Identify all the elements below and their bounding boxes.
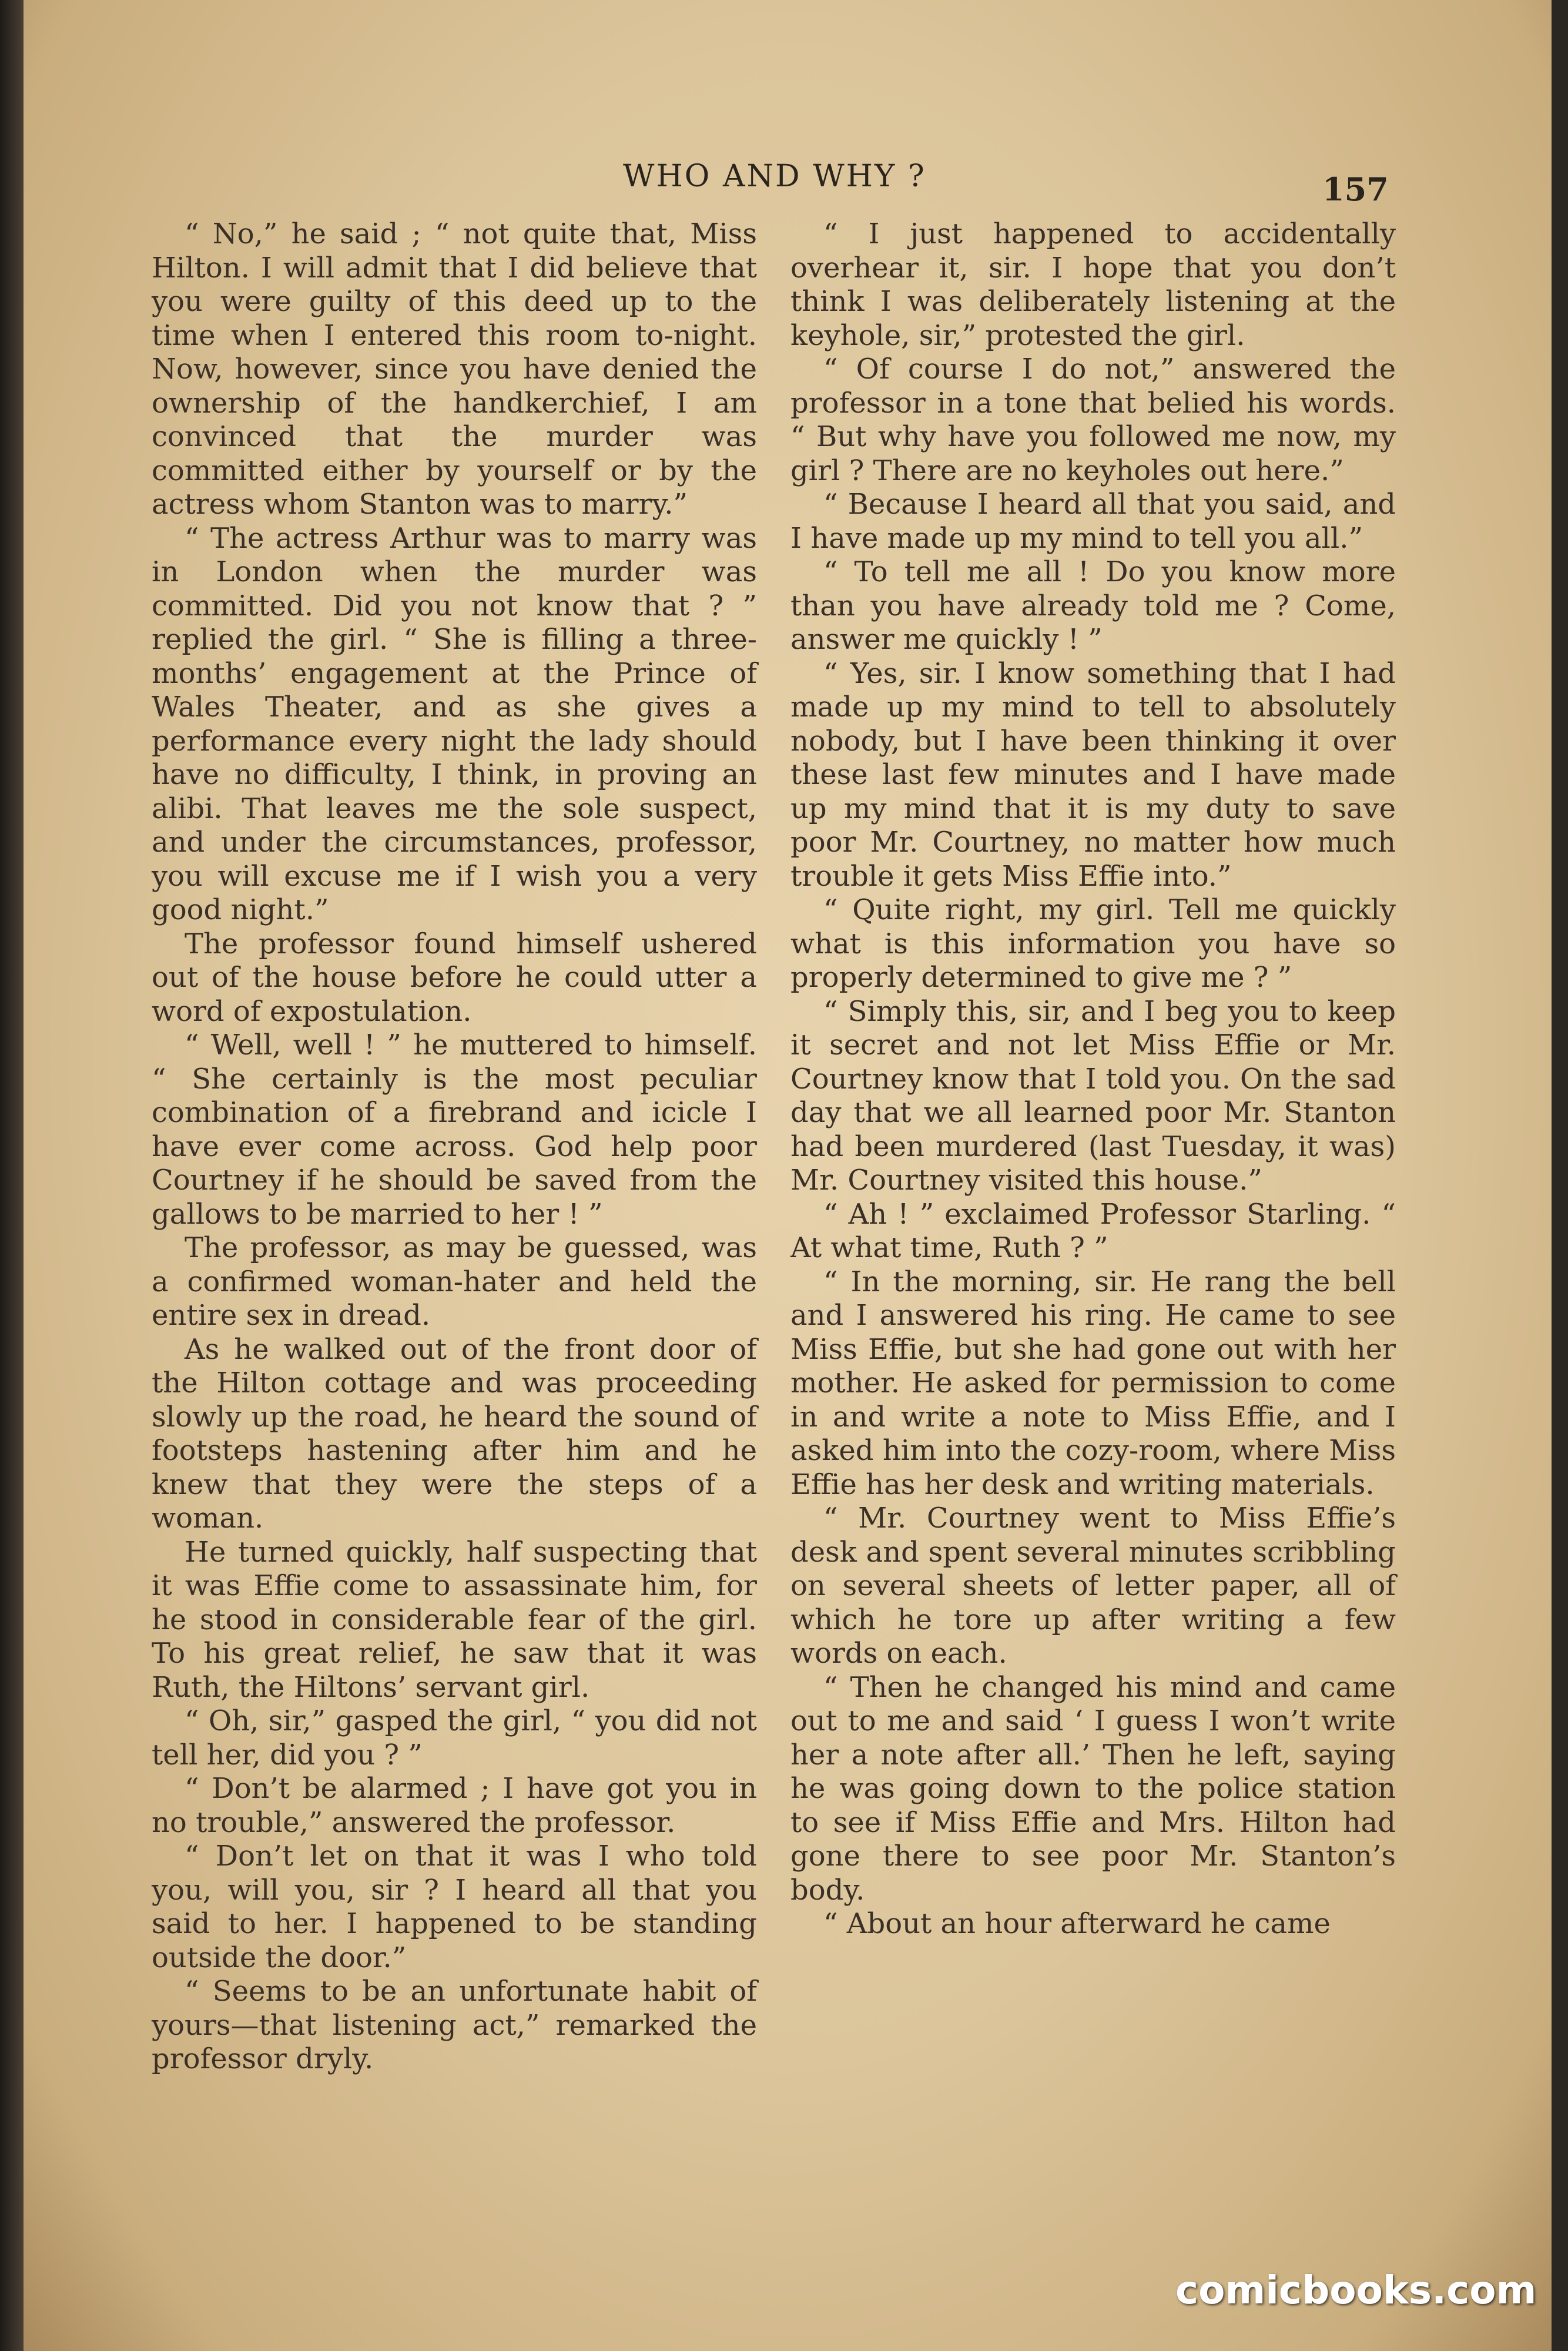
paragraph: “ Seems to be an unfortunate habit of yours—that listening act,” remarked the professor dryly. <box>152 1975 757 2075</box>
paragraph: He turned quickly, half suspecting that it was Effie come to assassinate him, for he stood in considerable fear of the girl. To his great relief, he saw that it was Ruth, the Hiltons’ servant girl. <box>152 1535 757 1704</box>
paragraph: “ About an hour afterward he came <box>823 1907 1331 1940</box>
paragraph: As he walked out of the front door of the Hilton cottage and was proceeding slowly up the road, he heard the sound of footsteps hastening after him and he knew that they were the steps of a woman. <box>152 1332 757 1535</box>
paragraph: “ Then he changed his mind and came out to me and said ‘ I guess I won’t write her a note after all.’ Then he left, saying he was going down to the police station to see if Miss Effie and Mrs. Hilton had gone there to see poor Mr. Stanton’s body. <box>790 1670 1396 1907</box>
paragraph: “ Oh, sir,” gasped the girl, “ you did not tell her, did you ? ” <box>152 1704 757 1771</box>
paragraph: “ In the morning, sir. He rang the bell and I answered his ring. He came to see Miss Effie, but she had gone out with her mother. He asked for permission to come in and write a note to Miss Effie, and I asked him into the cozy-room, where Miss Effie has her desk and writing materials. <box>790 1265 1396 1501</box>
text-column-right <box>790 217 1396 1941</box>
paragraph: “ To tell me all ! Do you know more than you have already told me ? Come, answer me quickly ! ” <box>790 555 1396 656</box>
paragraph: The professor found himself ushered out of the house before he could utter a word of expostulation. <box>152 927 757 1028</box>
paragraph: “ Quite right, my girl. Tell me quickly what is this information you have so properly determined to give me ? ” <box>790 893 1396 994</box>
paragraph: “ Well, well ! ” he muttered to himself. “ She certainly is the most peculiar combination of a firebrand and icicle I have ever come across. God help poor Courtney if he should be saved from the gallows to be married to her ! ” <box>152 1029 757 1231</box>
paragraph: “ No,” he said ; “ not quite that, Miss Hilton. I will admit that I did believe that you were guilty of this deed up to the time when I entered this room to-night. Now, however, since you have denied the ownership of the handkerchief, I am convinced that the murder was committed either by yourself or by the actress whom Stanton was to marry.” <box>152 217 757 521</box>
paragraph: “ The actress Arthur was to marry was in London when the murder was committed. Did you not know that ? ” replied the girl. “ She is filling a three-months’ engagement at the Prince of Wales Theater, and as she gives a performance every night the lady should have no difficulty, I think, in proving an alibi. That leaves me the sole suspect, and under the circumstances, professor, you will excuse me if I wish you a very good night.” <box>152 521 757 926</box>
paragraph: “ Mr. Courtney went to Miss Effie’s desk and spent several minutes scribbling on several sheets of letter paper, all of which he tore up after writing a few words on each. <box>790 1502 1396 1670</box>
page-number: 157 <box>1322 170 1389 208</box>
text-column-left <box>152 217 757 2077</box>
site-watermark: comicbooks.com <box>1175 2268 1537 2313</box>
book-spine <box>0 0 24 2351</box>
page-header <box>24 153 1552 206</box>
paragraph: “ Ah ! ” exclaimed Professor Starling. “ At what time, Ruth ? ” <box>790 1197 1396 1264</box>
book-page <box>24 0 1552 2351</box>
paragraph: “ Don’t let on that it was I who told you, will you, sir ? I heard all that you said to her. I happened to be standing outside the door.” <box>152 1840 757 1974</box>
paragraph: “ Of course I do not,” answered the professor in a tone that belied his words. “ But why have you followed me now, my girl ? There are no keyholes out here.” <box>790 353 1396 487</box>
paragraph: “ Simply this, sir, and I beg you to keep it secret and not let Miss Effie or Mr. Courtney know that I told you. On the sad day that we all learned poor Mr. Stanton had been murdered (last Tuesday, it was) Mr. Courtney visited this house.” <box>790 994 1396 1197</box>
paragraph: “ Don’t be alarmed ; I have got you in no trouble,” answered the professor. <box>152 1772 757 1839</box>
paragraph: “ I just happened to accidentally overhear it, sir. I hope that you don’t think I was deliberately listening at the keyhole, sir,” protested the girl. <box>790 217 1396 352</box>
running-title: WHO AND WHY ? <box>623 159 926 194</box>
paragraph: “ Yes, sir. I know something that I had made up my mind to tell to absolutely nobody, but I have been thinking it over these last few minutes and I have made up my mind that it is my duty to save poor Mr. Courtney, no matter how much trouble it gets Miss Effie into.” <box>790 657 1396 893</box>
paragraph: “ Because I heard all that you said, and I have made up my mind to tell you all.” <box>790 488 1396 555</box>
paragraph: The professor, as may be guessed, was a confirmed woman-hater and held the entire sex in dread. <box>152 1231 757 1332</box>
